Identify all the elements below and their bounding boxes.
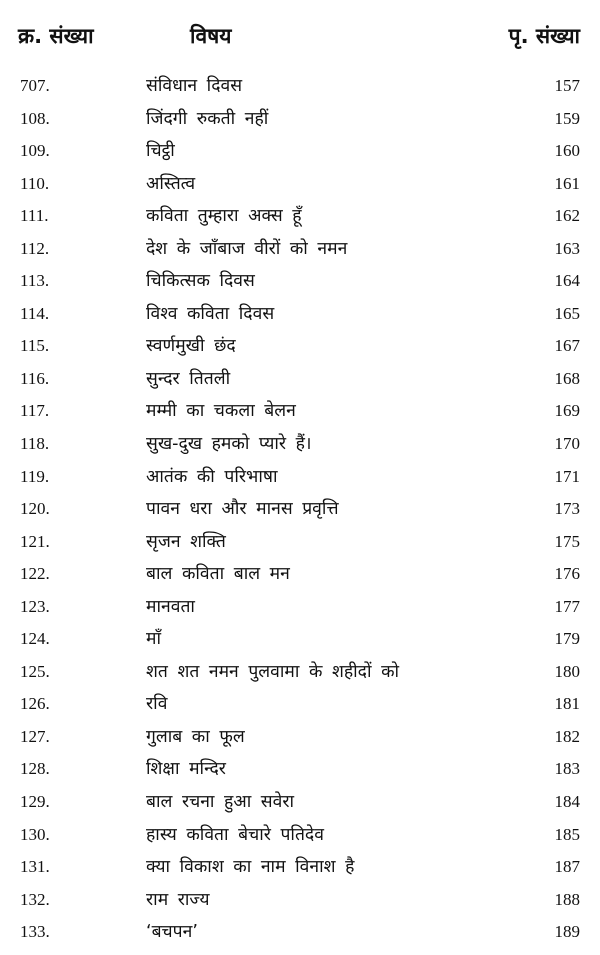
entry-number: 111. [20,206,49,226]
entry-page-number: 180 [554,661,580,681]
entry-page-number: 171 [554,466,580,486]
entry-page-number: 176 [554,564,580,584]
entry-number: 110. [20,173,50,193]
entry-page-number: 175 [554,531,580,551]
serial-number-heading: क्र. संख्या [18,24,94,48]
list-item [0,463,600,496]
entry-number: 122. [20,564,50,584]
entry-number: 119. [20,466,50,486]
list-item [0,267,600,300]
entry-number: 115. [20,336,50,356]
entry-title: अस्तित्व [146,173,196,194]
list-item [0,821,600,854]
entry-title: ‘बचपन’ [146,922,198,943]
list-item [0,430,600,463]
page-number-heading: पृ. संख्या [508,24,580,48]
list-item [0,560,600,593]
entry-title: स्वर्णमुखी छंद [146,336,236,357]
entry-page-number: 157 [554,76,580,95]
entry-page-number: 161 [554,173,580,193]
list-item [0,365,600,398]
entry-title: राम राज्य [146,889,210,910]
list-item [0,202,600,235]
entry-title: पावन धरा और मानस प्रवृत्ति [146,499,339,520]
entry-number: 129. [20,792,50,812]
entry-number: 131. [20,857,50,877]
entry-page-number: 179 [554,629,580,649]
list-item [0,495,600,528]
entry-title: शिक्षा मन्दिर [146,759,226,780]
list-item [0,886,600,919]
entry-number: 114. [20,303,50,323]
entry-title: विश्व कविता दिवस [146,303,275,324]
entry-title: बाल कविता बाल मन [146,564,290,585]
entry-title: बाल रचना हुआ सवेरा [146,792,295,813]
entry-page-number: 185 [554,824,580,844]
entry-number: 132. [20,889,50,909]
list-item [0,137,600,170]
entry-title: आतंक की परिभाषा [146,466,278,487]
entry-page-number: 160 [554,141,580,161]
entry-number: 133. [20,922,50,942]
list-item [0,397,600,430]
entry-page-number: 173 [554,499,580,519]
entry-number: 120. [20,499,50,519]
entry-page-number: 164 [554,271,580,291]
entry-title: क्या विकाश का नाम विनाश है [146,857,355,878]
entry-number: 113. [20,271,50,291]
entry-number: 127. [20,726,50,746]
entry-number: 118. [20,434,50,454]
list-item [0,528,600,561]
entry-page-number: 181 [554,694,580,714]
list-item [0,332,600,365]
list-item [0,658,600,691]
list-item [0,300,600,333]
entry-title: चिट्ठी [146,141,175,162]
entry-title: संविधान दिवस [146,76,243,96]
entry-number: 124. [20,629,50,649]
contents-list [0,72,600,951]
entry-page-number: 189 [554,922,580,942]
entry-title: मम्मी का चकला बेलन [146,401,296,422]
list-item [0,755,600,788]
list-item [0,593,600,626]
entry-page-number: 169 [554,401,580,421]
entry-title: देश के जाँबाज वीरों को नमन [146,238,348,259]
entry-page-number: 168 [554,368,580,388]
entry-page-number: 163 [554,238,580,258]
entry-page-number: 182 [554,726,580,746]
entry-number: 112. [20,238,50,258]
list-item [0,918,600,951]
entry-title: मानवता [146,596,195,617]
entry-page-number: 162 [554,206,580,226]
subject-heading: विषय [190,24,232,48]
table-header [0,22,600,62]
list-item [0,72,600,105]
entry-number: 128. [20,759,50,779]
entry-page-number: 165 [554,303,580,323]
entry-title: रवि [146,694,168,715]
entry-number: 125. [20,661,50,681]
entry-title: सृजन शक्ति [146,531,226,552]
list-item [0,723,600,756]
entry-number: 123. [20,596,50,616]
entry-number: 707. [20,76,50,95]
entry-title: सुख-दुख हमको प्यारे हैं। [146,434,312,455]
entry-number: 117. [20,401,50,421]
entry-number: 126. [20,694,50,714]
entry-page-number: 187 [554,857,580,877]
entry-page-number: 177 [554,596,580,616]
list-item [0,625,600,658]
list-item [0,235,600,268]
list-item [0,853,600,886]
entry-page-number: 188 [554,889,580,909]
entry-page-number: 159 [554,108,580,128]
entry-title: शत शत नमन पुलवामा के शहीदों को [146,661,400,682]
list-item [0,690,600,723]
entry-page-number: 167 [554,336,580,356]
entry-title: गुलाब का फूल [146,726,245,747]
entry-number: 121. [20,531,50,551]
list-item [0,788,600,821]
entry-number: 130. [20,824,50,844]
entry-title: जिंदगी रुकती नहीं [146,108,269,129]
list-item [0,170,600,203]
entry-page-number: 183 [554,759,580,779]
entry-number: 116. [20,368,50,388]
entry-title: कविता तुम्हारा अक्स हूँ [146,206,302,227]
entry-title: चिकित्सक दिवस [146,271,255,292]
entry-number: 108. [20,108,50,128]
entry-title: माँ [146,629,161,650]
entry-page-number: 170 [554,434,580,454]
list-item [0,105,600,138]
entry-title: सुन्दर तितली [146,368,231,389]
entry-title: हास्य कविता बेचारे पतिदेव [146,824,324,845]
entry-page-number: 184 [554,792,580,812]
entry-number: 109. [20,141,50,161]
